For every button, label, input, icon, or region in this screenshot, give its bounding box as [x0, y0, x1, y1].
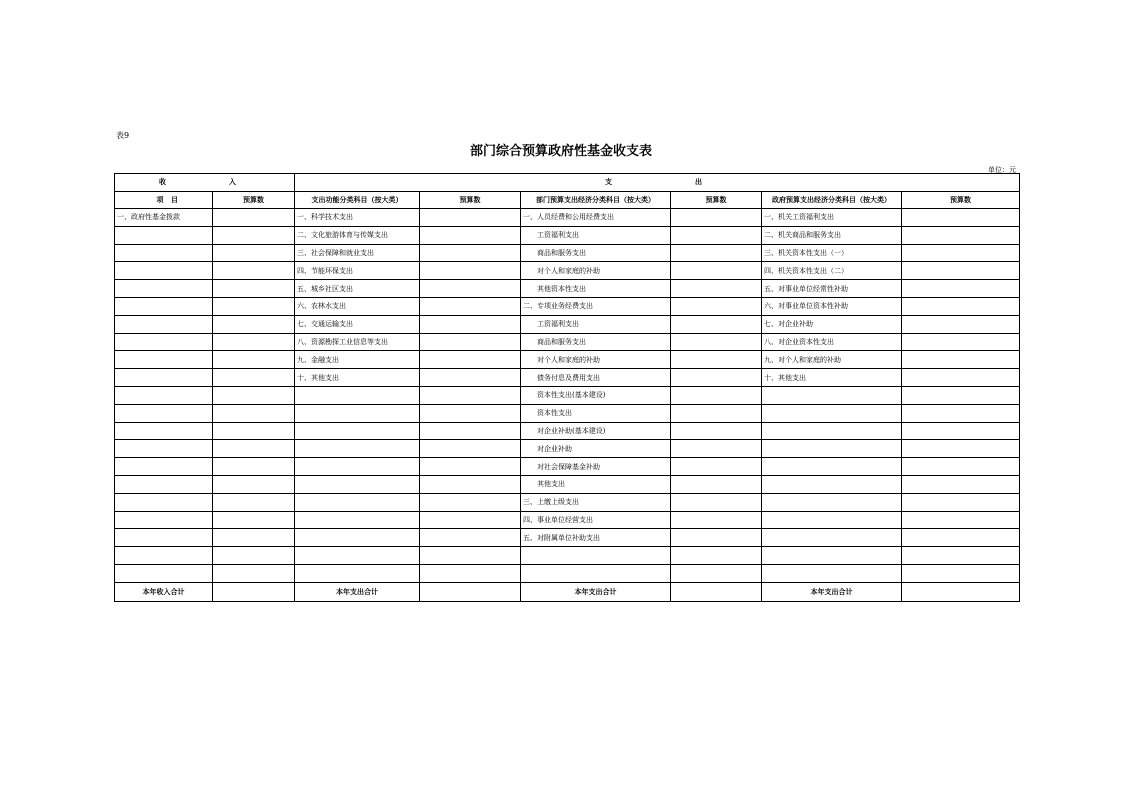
dept-econ-header: 部门预算支出经济分类科目（按大类） — [521, 191, 671, 209]
dept-econ-cell: 工资福利支出 — [521, 315, 671, 333]
func-class-cell — [295, 458, 420, 476]
func-budget-cell — [420, 458, 521, 476]
income-budget-cell — [213, 209, 295, 227]
dept-budget-cell — [671, 529, 762, 547]
income-budget-cell — [213, 422, 295, 440]
table-row — [115, 351, 1020, 369]
gov-budget-cell — [902, 529, 1020, 547]
table-row — [115, 404, 1020, 422]
gov-budget-cell — [902, 404, 1020, 422]
gov-econ-cell: 九、对个人和家庭的补助 — [762, 351, 902, 369]
func-class-cell: 十、其他支出 — [295, 369, 420, 387]
table-row — [115, 511, 1020, 529]
dept-budget-cell — [671, 244, 762, 262]
income-char-1: 收 — [159, 178, 166, 187]
table-row — [115, 458, 1020, 476]
table-row — [115, 529, 1020, 547]
dept-budget-cell — [671, 351, 762, 369]
func-class-cell — [295, 564, 420, 582]
func-class-cell — [295, 511, 420, 529]
gov-budget-cell — [902, 440, 1020, 458]
income-item-cell — [115, 351, 213, 369]
table-row — [115, 493, 1020, 511]
func-class-cell — [295, 386, 420, 404]
dept-budget-cell — [671, 226, 762, 244]
gov-econ-cell — [762, 422, 902, 440]
func-class-cell — [295, 493, 420, 511]
table-row — [115, 475, 1020, 493]
func-budget-cell — [420, 297, 521, 315]
income-budget-cell — [213, 351, 295, 369]
func-budget-cell — [420, 280, 521, 298]
income-budget-cell — [213, 369, 295, 387]
income-item-cell — [115, 440, 213, 458]
func-class-cell — [295, 404, 420, 422]
item-char-1: 项 — [156, 195, 164, 204]
gov-econ-header: 政府预算支出经济分类科目（按大类） — [762, 191, 902, 209]
dept-econ-cell: 其他支出 — [521, 475, 671, 493]
func-budget-cell — [420, 351, 521, 369]
func-budget-cell — [420, 209, 521, 227]
income-budget-header: 预算数 — [213, 191, 295, 209]
income-item-cell — [115, 333, 213, 351]
gov-econ-cell — [762, 564, 902, 582]
item-column-header — [115, 191, 213, 209]
dept-econ-cell: 工资福利支出 — [521, 226, 671, 244]
dept-econ-cell: 四、事业单位经营支出 — [521, 511, 671, 529]
gov-econ-cell: 二、机关商品和服务支出 — [762, 226, 902, 244]
income-budget-cell — [213, 564, 295, 582]
income-item-cell — [115, 511, 213, 529]
gov-budget-cell — [902, 422, 1020, 440]
income-item-cell — [115, 564, 213, 582]
func-class-cell — [295, 475, 420, 493]
income-item-cell — [115, 547, 213, 565]
income-item-cell — [115, 529, 213, 547]
table-row — [115, 386, 1020, 404]
item-char-2: 目 — [171, 195, 178, 204]
gov-budget-cell — [902, 315, 1020, 333]
func-class-cell: 四、节能环保支出 — [295, 262, 420, 280]
dept-econ-cell: 商品和服务支出 — [521, 244, 671, 262]
dept-econ-cell — [521, 564, 671, 582]
func-budget-cell — [420, 226, 521, 244]
func-class-cell — [295, 440, 420, 458]
dept-budget-cell — [671, 475, 762, 493]
gov-budget-cell — [902, 547, 1020, 565]
func-class-cell: 二、文化旅游体育与传媒支出 — [295, 226, 420, 244]
func-budget-cell — [420, 386, 521, 404]
income-group-header — [115, 174, 295, 192]
dept-budget-cell — [671, 547, 762, 565]
gov-budget-cell — [902, 262, 1020, 280]
dept-budget-cell — [671, 280, 762, 298]
dept-econ-cell — [521, 547, 671, 565]
column-header-row — [115, 191, 1020, 209]
dept-budget-cell — [671, 262, 762, 280]
gov-budget-cell — [902, 493, 1020, 511]
income-item-cell — [115, 280, 213, 298]
dept-econ-cell: 其他资本性支出 — [521, 280, 671, 298]
func-budget-cell — [420, 529, 521, 547]
func-class-cell: 九、金融支出 — [295, 351, 420, 369]
gov-econ-cell: 一、机关工资福利支出 — [762, 209, 902, 227]
dept-budget-cell — [671, 440, 762, 458]
gov-total-label: 本年支出合计 — [762, 582, 902, 601]
dept-econ-cell: 对企业补助 — [521, 440, 671, 458]
func-budget-cell — [420, 440, 521, 458]
gov-budget-cell — [902, 369, 1020, 387]
dept-econ-cell: 资本性支出(基本建设) — [521, 386, 671, 404]
income-budget-cell — [213, 529, 295, 547]
table-row — [115, 547, 1020, 565]
gov-budget-cell — [902, 333, 1020, 351]
income-item-cell — [115, 404, 213, 422]
gov-budget-cell — [902, 458, 1020, 476]
income-budget-cell — [213, 493, 295, 511]
dept-econ-cell: 资本性支出 — [521, 404, 671, 422]
income-item-cell — [115, 262, 213, 280]
income-item-cell — [115, 297, 213, 315]
table-number-label: 表9 — [116, 131, 130, 140]
gov-econ-cell: 四、机关资本性支出（二） — [762, 262, 902, 280]
gov-budget-cell — [902, 386, 1020, 404]
func-budget-cell — [420, 333, 521, 351]
dept-econ-cell: 对社会保障基金补助 — [521, 458, 671, 476]
gov-budget-cell — [902, 564, 1020, 582]
table-row — [115, 280, 1020, 298]
dept-budget-cell — [671, 333, 762, 351]
func-class-header: 支出功能分类科目（按大类） — [295, 191, 420, 209]
dept-budget-header: 预算数 — [671, 191, 762, 209]
income-item-cell — [115, 458, 213, 476]
table-row — [115, 422, 1020, 440]
income-budget-cell — [213, 244, 295, 262]
income-budget-cell — [213, 440, 295, 458]
income-budget-cell — [213, 404, 295, 422]
gov-budget-cell — [902, 280, 1020, 298]
income-budget-cell — [213, 475, 295, 493]
income-budget-cell — [213, 315, 295, 333]
dept-budget-cell — [671, 386, 762, 404]
income-budget-cell — [213, 280, 295, 298]
income-item-cell — [115, 244, 213, 262]
income-budget-cell — [213, 547, 295, 565]
income-char-2: 入 — [229, 178, 236, 187]
gov-econ-cell — [762, 529, 902, 547]
gov-budget-cell — [902, 226, 1020, 244]
dept-budget-cell — [671, 369, 762, 387]
dept-econ-cell: 五、对附属单位补助支出 — [521, 529, 671, 547]
gov-econ-cell — [762, 386, 902, 404]
gov-econ-cell: 五、对事业单位经常性补助 — [762, 280, 902, 298]
gov-budget-cell — [902, 209, 1020, 227]
gov-econ-cell — [762, 511, 902, 529]
income-budget-cell — [213, 297, 295, 315]
income-item-cell — [115, 422, 213, 440]
gov-econ-cell: 六、对事业单位资本性补助 — [762, 297, 902, 315]
gov-budget-cell — [902, 511, 1020, 529]
income-budget-cell — [213, 262, 295, 280]
func-class-cell: 八、资源勘探工业信息等支出 — [295, 333, 420, 351]
func-budget-header: 预算数 — [420, 191, 521, 209]
dept-econ-cell: 对企业补助(基本建设) — [521, 422, 671, 440]
dept-budget-cell — [671, 511, 762, 529]
income-item-cell — [115, 226, 213, 244]
func-budget-cell — [420, 493, 521, 511]
dept-econ-cell: 一、人员经费和公用经费支出 — [521, 209, 671, 227]
table-row — [115, 209, 1020, 227]
dept-budget-cell — [671, 493, 762, 511]
func-class-cell — [295, 547, 420, 565]
income-item-cell — [115, 386, 213, 404]
func-budget-cell — [420, 369, 521, 387]
dept-econ-cell: 对个人和家庭的补助 — [521, 351, 671, 369]
func-total-value — [420, 582, 521, 601]
gov-budget-cell — [902, 244, 1020, 262]
page-title: 部门综合预算政府性基金收支表 — [469, 144, 652, 159]
income-budget-cell — [213, 511, 295, 529]
func-budget-cell — [420, 511, 521, 529]
income-total-label: 本年收入合计 — [115, 582, 213, 601]
func-class-cell — [295, 422, 420, 440]
table-row — [115, 315, 1020, 333]
table-row — [115, 262, 1020, 280]
income-budget-cell — [213, 333, 295, 351]
func-class-cell — [295, 529, 420, 547]
income-item-cell — [115, 475, 213, 493]
gov-budget-cell — [902, 297, 1020, 315]
group-header-row — [115, 174, 1020, 192]
dept-budget-cell — [671, 564, 762, 582]
income-item-cell — [115, 369, 213, 387]
totals-row — [115, 582, 1020, 601]
dept-total-value — [671, 582, 762, 601]
func-budget-cell — [420, 244, 521, 262]
func-total-label: 本年支出合计 — [295, 582, 420, 601]
func-budget-cell — [420, 422, 521, 440]
gov-econ-cell — [762, 440, 902, 458]
table-row — [115, 564, 1020, 582]
func-class-cell: 五、城乡社区支出 — [295, 280, 420, 298]
func-class-cell: 三、社会保障和就业支出 — [295, 244, 420, 262]
func-class-cell: 七、交通运输支出 — [295, 315, 420, 333]
func-budget-cell — [420, 315, 521, 333]
gov-econ-cell: 三、机关资本性支出（一） — [762, 244, 902, 262]
budget-table — [114, 173, 1020, 602]
table-row — [115, 440, 1020, 458]
gov-econ-cell — [762, 547, 902, 565]
gov-econ-cell — [762, 404, 902, 422]
dept-econ-cell: 债务付息及费用支出 — [521, 369, 671, 387]
gov-total-value — [902, 582, 1020, 601]
dept-budget-cell — [671, 404, 762, 422]
dept-budget-cell — [671, 209, 762, 227]
dept-econ-cell: 三、上缴上级支出 — [521, 493, 671, 511]
table-row — [115, 244, 1020, 262]
table-row — [115, 226, 1020, 244]
func-budget-cell — [420, 564, 521, 582]
expense-char-1: 支 — [605, 178, 612, 187]
income-budget-cell — [213, 458, 295, 476]
gov-econ-cell — [762, 493, 902, 511]
income-item-cell — [115, 493, 213, 511]
income-total-value — [213, 582, 295, 601]
gov-budget-cell — [902, 351, 1020, 369]
dept-econ-cell: 商品和服务支出 — [521, 333, 671, 351]
expense-group-header — [295, 174, 1020, 192]
expense-char-2: 出 — [695, 178, 702, 187]
func-class-cell: 六、农林水支出 — [295, 297, 420, 315]
table-row — [115, 333, 1020, 351]
func-budget-cell — [420, 262, 521, 280]
dept-budget-cell — [671, 422, 762, 440]
dept-econ-cell: 二、专项业务经费支出 — [521, 297, 671, 315]
income-item-cell: 一、政府性基金拨款 — [115, 209, 213, 227]
income-budget-cell — [213, 226, 295, 244]
dept-budget-cell — [671, 315, 762, 333]
table-row — [115, 297, 1020, 315]
gov-econ-cell: 七、对企业补助 — [762, 315, 902, 333]
func-budget-cell — [420, 547, 521, 565]
gov-econ-cell: 八、对企业资本性支出 — [762, 333, 902, 351]
func-budget-cell — [420, 475, 521, 493]
unit-label: 单位：元 — [988, 166, 1016, 174]
dept-budget-cell — [671, 297, 762, 315]
income-item-cell — [115, 315, 213, 333]
func-class-cell: 一、科学技术支出 — [295, 209, 420, 227]
gov-econ-cell — [762, 458, 902, 476]
gov-econ-cell — [762, 475, 902, 493]
gov-econ-cell: 十、其他支出 — [762, 369, 902, 387]
dept-budget-cell — [671, 458, 762, 476]
gov-budget-cell — [902, 475, 1020, 493]
gov-budget-header: 预算数 — [902, 191, 1020, 209]
func-budget-cell — [420, 404, 521, 422]
income-budget-cell — [213, 386, 295, 404]
dept-econ-cell: 对个人和家庭的补助 — [521, 262, 671, 280]
dept-total-label: 本年支出合计 — [521, 582, 671, 601]
table-row — [115, 369, 1020, 387]
